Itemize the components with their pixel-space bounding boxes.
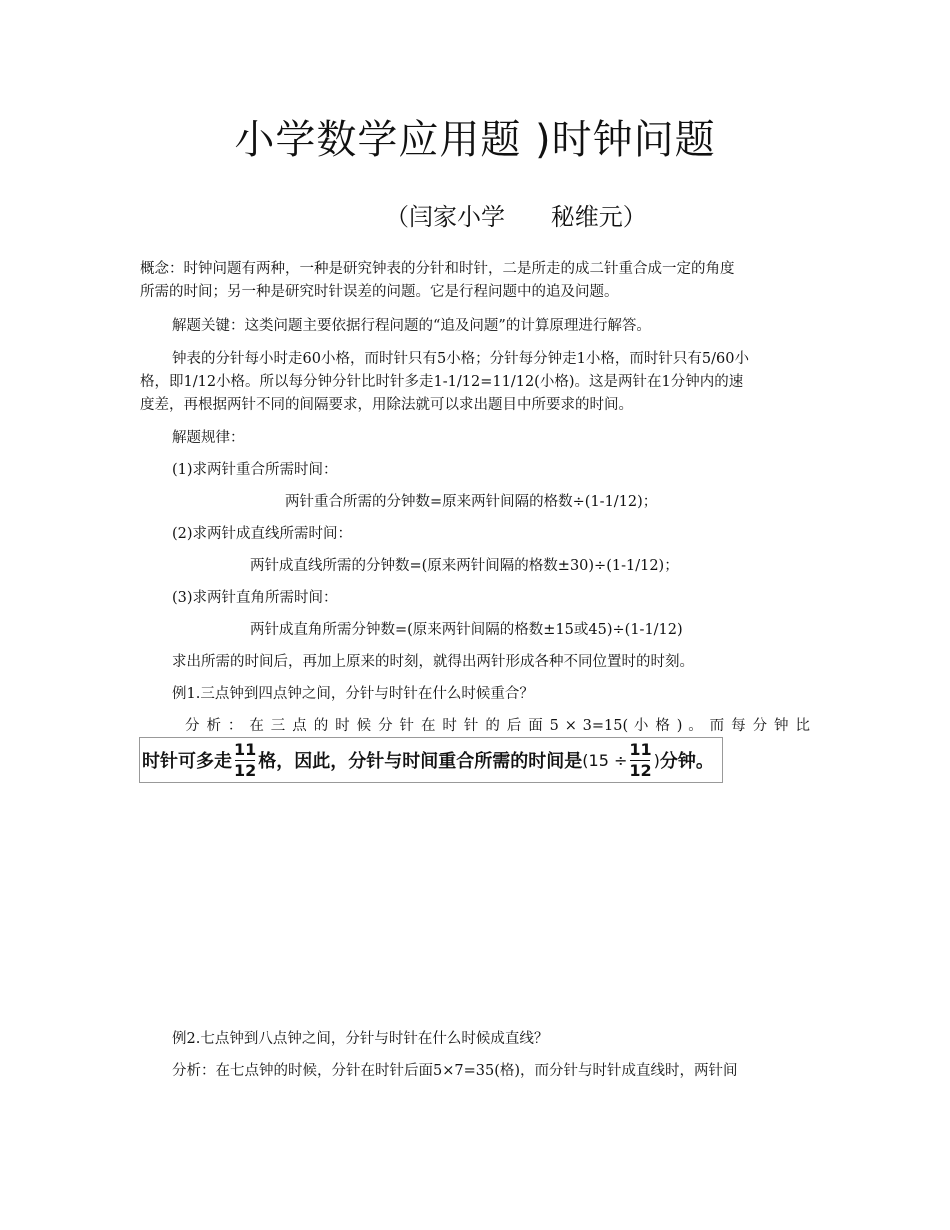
concept-line-2: 所需的时间；另一种是研究时针误差的问题。它是行程问题中的追及问题。 bbox=[140, 284, 619, 300]
after-paragraph: 求出所需的时间后，再加上原来的时刻，就得出两针形成各种不同位置时的时刻。 bbox=[172, 654, 694, 670]
formula-text-part2: 格，因此，分针与时间重合所需的时间是 bbox=[258, 751, 583, 772]
speed-line-3: 度差，再根据两针不同的间隔要求，用除法就可以求出题目中所要求的时间。 bbox=[140, 397, 633, 413]
rules-heading: 解题规律： bbox=[172, 430, 245, 446]
fraction-eleven-twelfths-2 bbox=[629, 741, 651, 780]
page-title: 小学数学应用题 )时钟问题 bbox=[234, 117, 716, 163]
formula-paren-open: (15 ÷ bbox=[582, 750, 628, 770]
example-2-question: 例2.七点钟到八点钟之间，分针与时针在什么时候成直线？ bbox=[172, 1031, 549, 1047]
rule-1-label: (1)求两针重合所需时间： bbox=[172, 462, 338, 478]
concept-line-1: 概念：时钟问题有两种，一种是研究钟表的分针和时针，二是所走的成二针重合成一定的角度 bbox=[140, 261, 735, 277]
example-1-analysis bbox=[185, 716, 810, 736]
example-1-analysis-text: 分 析 ： 在 三 点 的 时 候 分 针 在 时 针 的 后 面 5 × 3=15( 小 格 ) 。 而 每 分 钟 比 bbox=[185, 718, 810, 734]
formula-paren-close: ) bbox=[653, 750, 660, 770]
formula-text-part3: 分钟。 bbox=[659, 751, 714, 772]
rule-1-formula: 两针重合所需的分钟数=原来两针间隔的格数÷(1-1/12)； bbox=[285, 494, 658, 510]
fraction-numerator: 11 bbox=[234, 739, 257, 759]
rule-3-formula: 两针成直角所需分钟数=(原来两针间隔的格数±15或45)÷(1-1/12) bbox=[250, 622, 683, 638]
fraction-eleven-twelfths bbox=[234, 741, 256, 780]
key-paragraph: 解题关键：这类问题主要依据行程问题的“追及问题”的计算原理进行解答。 bbox=[172, 318, 651, 334]
speed-line-1: 钟表的分针每小时走60小格，而时针只有5小格；分针每分钟走1小格，而时针只有5/60小 bbox=[172, 351, 749, 367]
formula-text-part1: 时针可多走 bbox=[142, 751, 232, 772]
rule-3-label: (3)求两针直角所需时间： bbox=[172, 590, 338, 606]
formula-image bbox=[139, 737, 723, 783]
example-2-analysis: 分析：在七点钟的时候，分针在时针后面5×7=35(格)，而分针与时针成直线时，两针间 bbox=[172, 1063, 738, 1079]
fraction-denominator: 12 bbox=[629, 760, 652, 780]
rule-2-formula: 两针成直线所需的分钟数=(原来两针间隔的格数±30)÷(1-1/12)； bbox=[250, 558, 679, 574]
speed-line-2: 格，即1/12小格。所以每分钟分针比时针多走1-1/12=11/12(小格)。这是两针在1分钟内的速 bbox=[140, 374, 744, 390]
rule-2-label: (2)求两针成直线所需时间： bbox=[172, 526, 353, 542]
example-1-question: 例1.三点钟到四点钟之间，分针与时针在什么时候重合？ bbox=[172, 686, 534, 702]
author-line: （闫家小学 秘维元） bbox=[385, 203, 647, 231]
fraction-numerator: 11 bbox=[629, 739, 652, 759]
fraction-denominator: 12 bbox=[234, 760, 257, 780]
